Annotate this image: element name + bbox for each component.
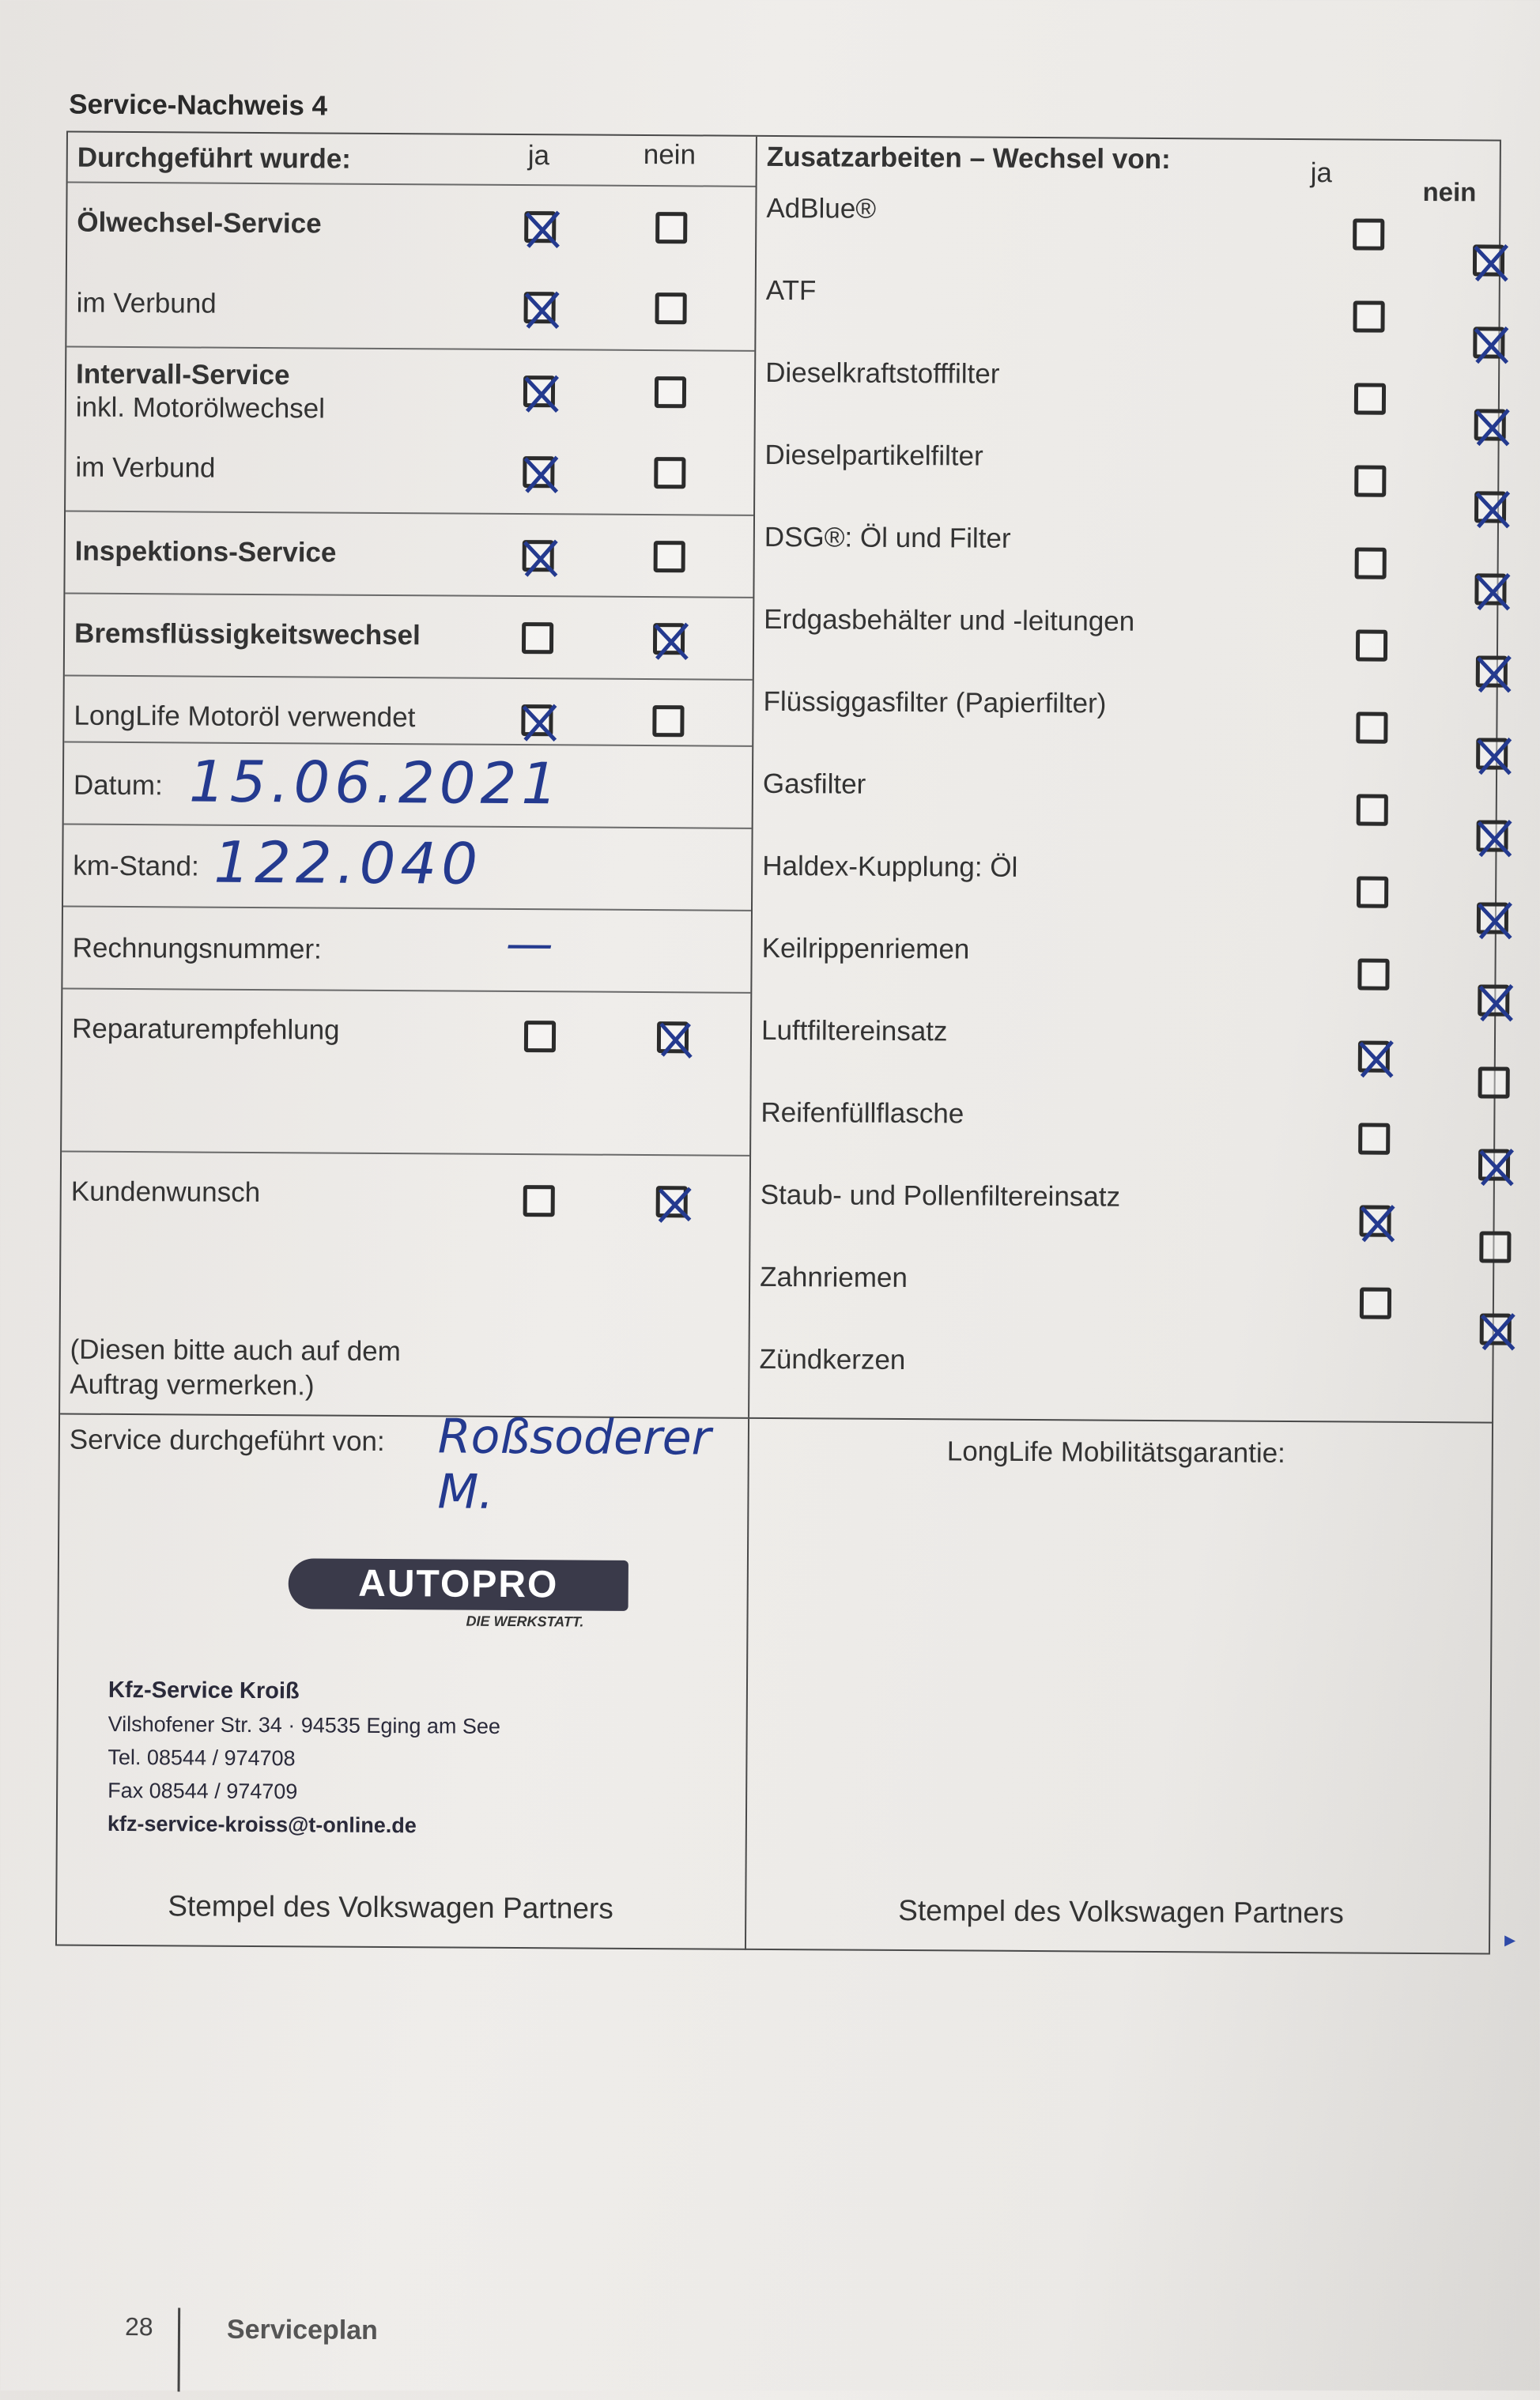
autopro-logo-subtitle: DIE WERKSTATT. [466,1613,584,1630]
right-row-yes-checkbox[interactable] [1358,1123,1390,1155]
reparatur-row [62,988,750,1155]
right-row-yes-checkbox[interactable] [1353,300,1384,332]
right-col-yes: ja [1310,157,1333,189]
stamp-address: Vilshofener Str. 34 · 94535 Eging am See [108,1711,501,1738]
next-page-arrow-icon: ▸ [1504,1926,1516,1952]
right-row [753,674,1500,760]
left-row-label: LongLife Motoröl verwendet [74,700,416,734]
left-row-no-checkbox[interactable] [655,212,687,243]
km-value: 122.040 [213,828,483,897]
right-row [755,427,1501,514]
right-row-yes-checkbox[interactable] [1358,1041,1390,1073]
left-row-sublabel: inkl. Motorölwechsel [75,391,326,425]
left-row-yes-checkbox[interactable] [522,622,553,654]
left-row-label: Inspektions-Service [74,535,337,568]
right-row-label: Zündkerzen [759,1343,906,1376]
left-row-yes-checkbox[interactable] [524,292,556,323]
right-row-label: Dieselpartikelfilter [764,439,983,472]
right-row-label: Erdgasbehälter und -leitungen [764,603,1135,637]
left-row [67,182,756,268]
stamp-fax: Fax 08544 / 974709 [108,1778,298,1804]
left-row-no-checkbox[interactable] [653,623,685,655]
right-row-yes-checkbox[interactable] [1357,794,1388,826]
right-row-yes-checkbox[interactable] [1356,629,1387,661]
right-row [753,756,1500,843]
right-row-yes-checkbox[interactable] [1356,711,1387,743]
left-row-yes-checkbox[interactable] [524,211,556,243]
left-row-label: im Verbund [75,451,216,484]
longlife-section [745,1419,1495,1955]
right-row-yes-checkbox[interactable] [1354,465,1386,496]
right-row [749,1331,1496,1418]
reparatur-yes-checkbox[interactable] [524,1021,556,1052]
right-row [756,345,1502,432]
stamp-phone: Tel. 08544 / 974708 [108,1745,296,1771]
left-row-label: Bremsflüssigkeitswechsel [74,617,421,651]
right-row-label: Reifenfüllflasche [761,1096,964,1130]
stamp-email: kfz-service-kroiss@t-online.de [107,1811,417,1838]
footer-section: Serviceplan [226,2314,379,2345]
left-col-no: nein [643,138,696,171]
stamp-caption-right: Stempel des Volkswagen Partners [898,1893,1344,1930]
kundenwunsch-note-2: Auftrag vermerken.) [70,1368,315,1402]
stamp-company: Kfz-Service Kroiß [108,1677,300,1704]
right-row-label: Staub- und Pollenfiltereinsatz [760,1179,1121,1213]
reparatur-no-checkbox[interactable] [657,1021,689,1053]
service-by-label: Service durchgeführt von: [69,1424,385,1458]
service-by-signature: Roßsoderer M. [437,1409,711,1520]
right-row [754,591,1500,678]
workshop-stamp [85,1557,688,1893]
right-row-label: Luftfiltereinsatz [761,1014,948,1047]
right-row [750,1249,1497,1336]
rechnung-value: — [505,915,553,972]
right-row-yes-checkbox[interactable] [1357,959,1389,991]
page-title: Service-Nachweis 4 [69,89,328,122]
right-row-yes-checkbox[interactable] [1353,218,1384,250]
km-row [63,824,752,910]
left-header-row [68,133,756,186]
right-row-label: Keilrippenriemen [761,932,970,965]
right-row-label: Gasfilter [762,768,866,800]
kundenwunsch-note-1: (Diesen bitte auch auf dem [70,1334,401,1368]
left-header: Durchgeführt wurde: [77,142,352,175]
datum-value: 15.06.2021 [188,748,563,817]
right-row-label: Zahnriemen [760,1261,908,1294]
kundenwunsch-label: Kundenwunsch [70,1175,261,1209]
right-column [748,137,1503,1422]
right-row [752,920,1498,1007]
datum-label: Datum: [73,769,163,802]
left-row-no-checkbox[interactable] [652,705,684,737]
right-row-yes-checkbox[interactable] [1357,877,1388,908]
kundenwunsch-yes-checkbox[interactable] [523,1185,555,1217]
reparatur-label: Reparaturempfehlung [71,1013,340,1046]
left-row [66,428,754,515]
left-row-label: Intervall-Service [75,358,290,391]
right-row-yes-checkbox[interactable] [1359,1206,1391,1237]
right-row-label: AdBlue® [766,192,877,225]
right-header: Zusatzarbeiten – Wechsel von: [766,141,1171,175]
left-row-yes-checkbox[interactable] [523,375,555,407]
left-row [66,264,755,350]
left-row [65,511,753,597]
left-row-yes-checkbox[interactable] [523,540,554,572]
service-form [55,131,1501,1955]
left-row-yes-checkbox[interactable] [521,704,553,736]
left-column [60,133,756,1417]
left-col-yes: ja [527,140,550,172]
right-row-label: Flüssiggasfilter (Papierfilter) [763,685,1107,719]
datum-row [64,742,753,828]
km-label: km-Stand: [73,850,199,882]
rechnung-row [62,906,751,992]
left-row-label: Ölwechsel-Service [77,206,322,240]
stamp-caption-left: Stempel des Volkswagen Partners [168,1889,613,1925]
right-row-yes-checkbox[interactable] [1360,1288,1391,1319]
right-row-label: DSG®: Öl und Filter [764,521,1011,554]
longlife-label: LongLife Mobilitätsgarantie: [946,1436,1285,1469]
right-row [750,1167,1497,1254]
kundenwunsch-no-checkbox[interactable] [656,1186,688,1217]
kundenwunsch-row [60,1151,749,1417]
right-row [757,180,1503,267]
right-col-no: nein [1422,176,1477,207]
left-row-no-checkbox[interactable] [654,541,685,572]
right-row [751,1085,1497,1172]
left-row [65,593,753,679]
page-number: 28 [124,2312,153,2342]
right-row-label: ATF [765,274,817,307]
autopro-logo: AUTOPRO [289,1558,628,1611]
service-by-section [57,1409,748,1949]
right-row-label: Dieselkraftstofffilter [765,357,1000,390]
footer-divider [178,2308,181,2391]
left-row [66,346,755,432]
left-row-no-checkbox[interactable] [655,292,687,324]
left-row-label: im Verbund [76,287,217,319]
right-row [756,262,1502,349]
left-row-no-checkbox[interactable] [655,376,686,408]
right-row [753,838,1499,925]
right-row-yes-checkbox[interactable] [1354,383,1386,414]
left-row-no-checkbox[interactable] [654,457,685,489]
right-row [754,509,1500,596]
left-row-yes-checkbox[interactable] [523,456,554,488]
right-row [752,1002,1498,1089]
rechnung-label: Rechnungsnummer: [72,932,322,965]
right-row-yes-checkbox[interactable] [1355,547,1387,579]
right-row-label: Haldex-Kupplung: Öl [762,850,1018,883]
